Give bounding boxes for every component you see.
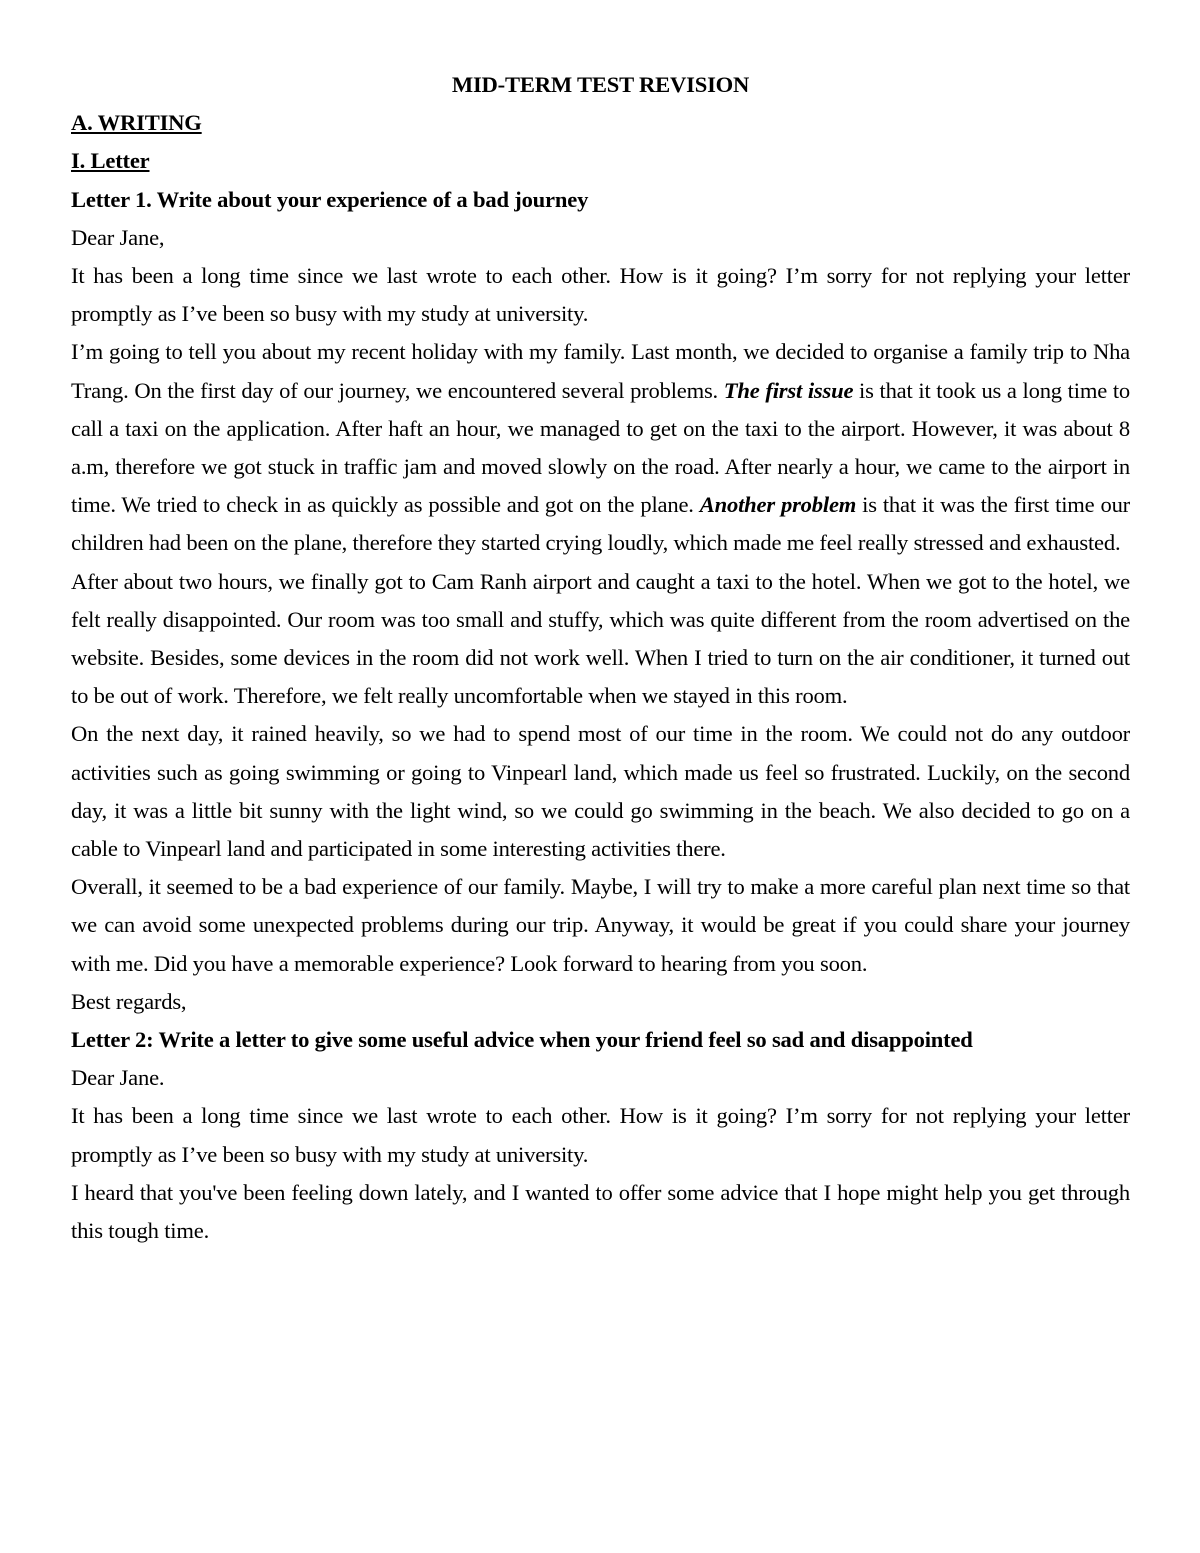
letter2-heading: Letter 2: Write a letter to give some useful advice when your friend feel so sad and disappointed xyxy=(71,1027,973,1053)
letter1-greeting: Dear Jane, xyxy=(71,224,165,250)
letter1-paragraph-problems xyxy=(71,333,1130,562)
document-page xyxy=(71,66,1130,1250)
letter1-closing: Best regards, xyxy=(71,988,187,1014)
letter1-emphasis-another-problem: Another problem xyxy=(699,492,857,518)
letter1-paragraph: On the next day, it rained heavily, so we had to spend most of our time in the room. We could not do any outdoor activities such as going swimming or going to Vinpearl land, which made us feel so frustrated. Luckily, on the second day, it was a little bit sunny with the light wind, so we could go swimming in the beach. We also decided to go on a cable to Vinpearl land and participated in some interesting activities there. xyxy=(71,721,1130,862)
section-heading-writing: A. WRITING xyxy=(71,110,202,136)
letter1-paragraph: After about two hours, we finally got to Cam Ranh airport and caught a taxi to the hotel. When we got to the hotel, we felt really disappointed. Our room was too small and stuffy, which was quite different from the room advertised on the website. Besides, some devices in the room did not work well. When I tried to turn on the air conditioner, it turned out to be out of work. Therefore, we felt really uncomfortable when we stayed in this room. xyxy=(71,568,1130,709)
letter2-greeting: Dear Jane. xyxy=(71,1065,165,1091)
letter1-emphasis-first-issue: The first issue xyxy=(723,377,854,403)
letter1-p2-text: is that it was the first time our children had been on the plane, therefore they started crying loudly, which made me feel really stressed and exhausted. xyxy=(71,492,1131,556)
letter1-heading: Letter 1. Write about your experience of a bad journey xyxy=(71,186,589,212)
letter1-paragraph: It has been a long time since we last wrote to each other. How is it going? I’m sorry for not replying your letter promptly as I’ve been so busy with my study at university. xyxy=(71,263,1130,327)
letter1-p2-text: I’m going to tell you about my recent holiday with my family. Last month, we decided to organise a family trip to Nha Trang. On the first day of our journey, we encountered several problems. xyxy=(71,339,1130,403)
subsection-heading-letter: I. Letter xyxy=(71,148,150,174)
letter1-paragraph: Overall, it seemed to be a bad experience of our family. Maybe, I will try to make a more careful plan next time so that we can avoid some unexpected problems during our trip. Anyway, it would be great if you could share your journey with me. Did you have a memorable experience? Look forward to hearing from you soon. xyxy=(71,874,1130,976)
letter2-paragraph: It has been a long time since we last wrote to each other. How is it going? I’m sorry for not replying your letter promptly as I’ve been so busy with my study at university. xyxy=(71,1103,1130,1167)
page-title: MID-TERM TEST REVISION xyxy=(451,72,750,97)
letter2-paragraph: I heard that you've been feeling down lately, and I wanted to offer some advice that I hope might help you get through this tough time. xyxy=(71,1179,1130,1244)
letter1-p2-text: is that it took us a long time to call a taxi on the application. After haft an hour, we managed to get on the taxi to the airport. However, it was about 8 a.m, therefore we got stuck in traffic jam and moved slowly on the road. After nearly a hour, we came to the airport in time. We tried to check in as quickly as possible and got on the plane. xyxy=(71,377,1130,518)
